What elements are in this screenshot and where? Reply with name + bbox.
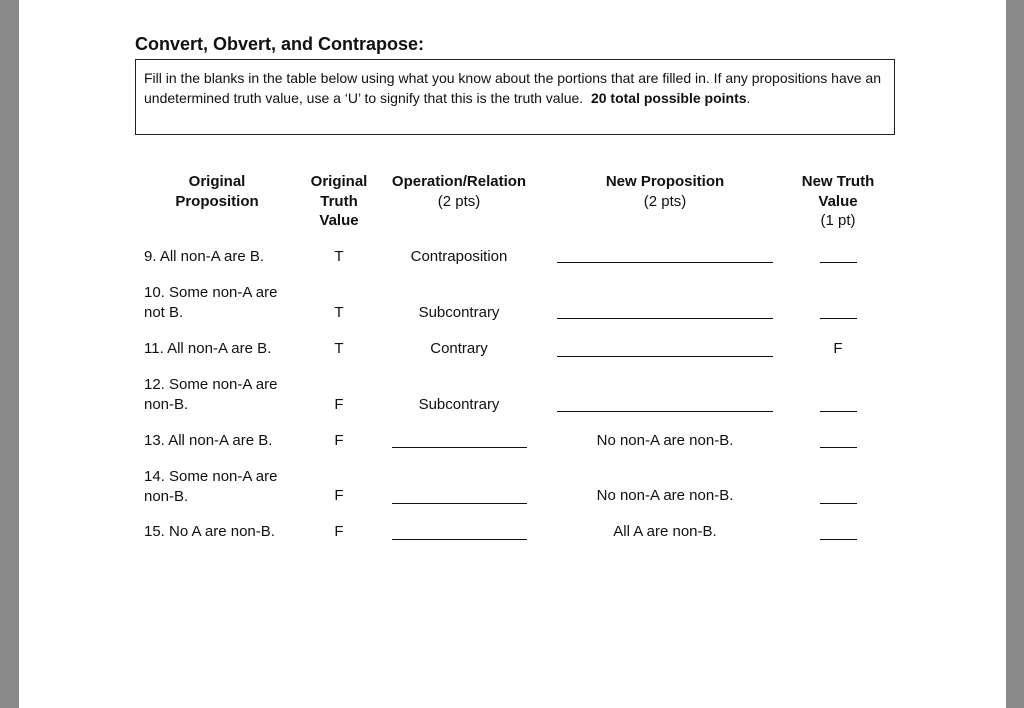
row-14-truth: F	[334, 487, 344, 504]
row-10-truth: T	[334, 304, 344, 321]
row-13-original: 13. All non-A are B.	[144, 432, 273, 449]
row-15-original: 15. No A are non-B.	[144, 523, 275, 540]
page-indicator: 3 of 4	[33, 3, 65, 17]
instructions-box	[135, 59, 895, 135]
row-13-truth: F	[334, 432, 344, 449]
row-13-new-truth-blank[interactable]	[820, 447, 857, 448]
row-10-new-proposition-blank[interactable]	[557, 318, 773, 319]
row-14-original: 14. Some non-A are non-B.	[144, 468, 278, 505]
row-14-new-truth-blank[interactable]	[820, 503, 857, 504]
row-12-new-truth-blank[interactable]	[820, 411, 857, 412]
row-15-new-proposition: All A are non-B.	[613, 523, 717, 540]
row-9-new-truth-blank[interactable]	[820, 262, 857, 263]
row-12-original: 12. Some non-A are non-B.	[144, 376, 278, 413]
row-13-operation-blank[interactable]	[392, 447, 527, 448]
instructions-points: 20 total possible points	[590, 89, 747, 106]
row-14-operation-blank[interactable]	[392, 503, 527, 504]
row-12-operation: Subcontrary	[418, 396, 500, 413]
document-page	[19, 0, 1006, 708]
row-15-operation-blank[interactable]	[392, 539, 527, 540]
row-11-operation: Contrary	[430, 340, 488, 357]
row-9-truth: T	[334, 248, 344, 265]
row-9-new-proposition-blank[interactable]	[557, 262, 773, 263]
header-new-proposition: New Proposition (2 pts)	[605, 173, 725, 210]
header-operation: Operation/Relation (2 pts)	[391, 173, 527, 210]
row-15-truth: F	[334, 523, 344, 540]
row-9-original: 9. All non-A are B.	[144, 248, 265, 265]
row-10-operation: Subcontrary	[418, 304, 500, 321]
row-9-operation: Contraposition	[410, 248, 508, 265]
row-14-new-proposition: No non-A are non-B.	[596, 487, 734, 504]
row-13-new-proposition: No non-A are non-B.	[596, 432, 734, 449]
row-15-new-truth-blank[interactable]	[820, 539, 857, 540]
row-11-original: 11. All non-A are B.	[144, 340, 272, 357]
instructions-end: .	[746, 89, 751, 106]
header-original-truth-value: Original Truth Value	[310, 173, 368, 229]
header-new-truth-value: New Truth Value (1 pt)	[801, 173, 875, 229]
row-12-truth: F	[334, 396, 344, 413]
row-11-new-proposition-blank[interactable]	[557, 356, 773, 357]
row-10-original: 10. Some non-A are not B.	[144, 284, 278, 321]
instructions-text: Fill in the blanks in the table below using what you know about the portions that are filled in. If any propositions have an undetermined truth value, use a ‘U’ to signify that this is the truth value.	[144, 70, 882, 106]
worksheet-title: Convert, Obvert, and Contrapose:	[135, 34, 425, 54]
header-original-proposition: Original Proposition	[175, 173, 259, 210]
row-10-new-truth-blank[interactable]	[820, 318, 857, 319]
row-11-truth: T	[334, 340, 344, 357]
row-11-new-truth: F	[833, 340, 843, 357]
row-12-new-proposition-blank[interactable]	[557, 411, 773, 412]
